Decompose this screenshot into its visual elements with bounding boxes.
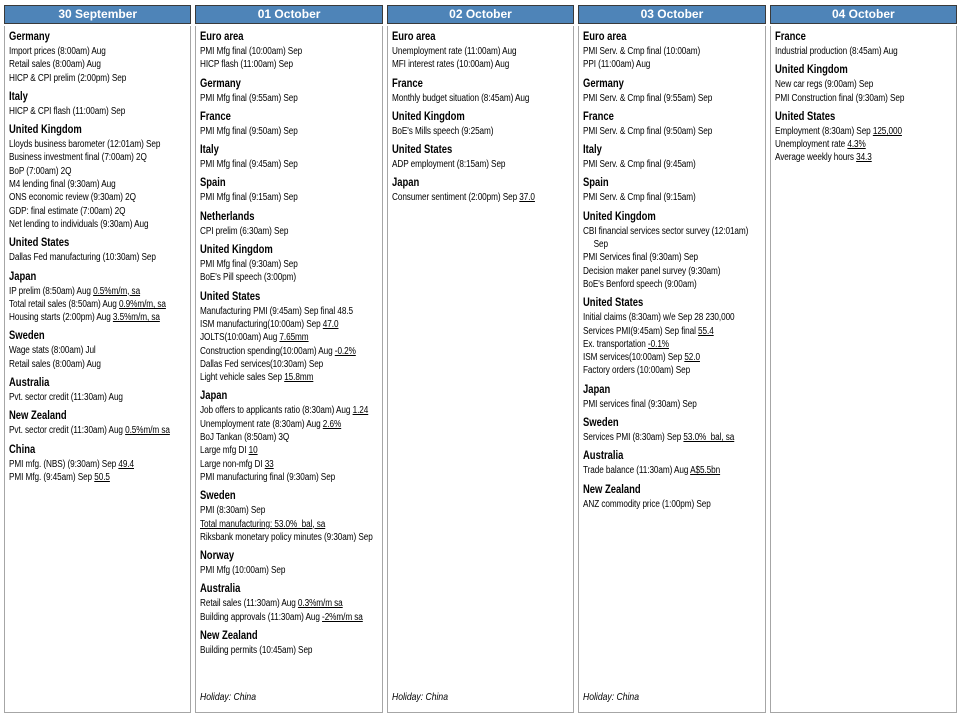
event-item xyxy=(9,191,187,204)
event-text: Wage stats (8:00am) Jul xyxy=(9,345,96,357)
country-section xyxy=(200,210,378,238)
event-item xyxy=(9,178,187,191)
event-item xyxy=(200,471,378,484)
event-text: Industrial production (8:45am) Aug xyxy=(774,46,898,57)
event-item xyxy=(200,358,378,371)
event-item xyxy=(200,225,378,238)
event-text: Unemployment rate (11:00am) Aug xyxy=(391,46,517,57)
event-item xyxy=(200,531,378,544)
event-item xyxy=(200,518,378,531)
event-text: Factory orders (10:00am) Sep xyxy=(583,365,691,377)
event-item xyxy=(392,45,570,58)
event-item xyxy=(9,45,187,58)
country-section xyxy=(200,110,378,138)
event-text: BoE's Benford speech (9:00am) xyxy=(583,278,697,290)
event-text: CBI financial services sector survey (12:01am) Sep xyxy=(583,225,749,251)
event-text: Construction spending(10:00am) Aug xyxy=(200,345,336,357)
country-section xyxy=(583,110,761,138)
event-item xyxy=(9,205,187,218)
event-item xyxy=(775,45,953,58)
country-heading: Japan xyxy=(200,390,228,403)
event-item xyxy=(9,471,187,484)
event-text: BoE's Mills speech (9:25am) xyxy=(391,125,494,137)
country-heading: Netherlands xyxy=(200,210,255,223)
event-text: BoE's Pill speech (3:00pm) xyxy=(200,272,297,284)
event-text: Import prices (8:00am) Aug xyxy=(9,46,106,57)
day-body xyxy=(770,26,957,713)
event-text: BoJ Tankan (8:50am) 3Q xyxy=(200,432,290,444)
country-section xyxy=(392,30,570,72)
country-heading: Japan xyxy=(583,383,611,396)
event-item xyxy=(9,344,187,357)
event-text: PMI (8:30am) Sep xyxy=(200,505,266,517)
country-section xyxy=(9,409,187,437)
event-value: 7.65mm xyxy=(279,332,309,344)
country-heading: Germany xyxy=(9,31,50,43)
holiday-note: Holiday: China xyxy=(391,691,448,703)
event-text: Large mfg DI xyxy=(200,445,250,457)
country-heading: Spain xyxy=(200,177,227,190)
event-text: Pvt. sector credit (11:30am) Aug xyxy=(9,425,126,437)
event-value: 0.5%m/m sa xyxy=(125,425,170,437)
event-text: Business investment final (7:00am) 2Q xyxy=(9,152,147,164)
day-body-content xyxy=(583,29,761,706)
event-text: Consumer sentiment (2:00pm) Sep xyxy=(391,192,520,204)
event-text: Building permits (10:45am) Sep xyxy=(200,645,313,657)
event-text: Riksbank monetary policy minutes (9:30am) Sep xyxy=(200,531,374,543)
country-heading: United Kingdom xyxy=(583,210,657,223)
event-item xyxy=(392,158,570,171)
country-heading: United Kingdom xyxy=(200,244,274,257)
event-text: Dallas Fed services(10:30am) Sep xyxy=(200,358,324,370)
event-text: Job offers to applicants ratio (8:30am) Aug xyxy=(200,405,354,417)
country-section xyxy=(200,143,378,171)
event-text: ANZ commodity price (1:00pm) Sep xyxy=(583,498,711,510)
event-item xyxy=(200,158,378,171)
event-text: Net lending to individuals (9:30am) Aug xyxy=(9,218,149,230)
event-item xyxy=(9,285,187,298)
country-heading: Sweden xyxy=(583,417,619,430)
event-text: Retail sales (11:30am) Aug xyxy=(200,598,299,610)
country-heading: France xyxy=(200,110,232,123)
day-body xyxy=(4,26,191,713)
event-text: IP prelim (8:50am) Aug xyxy=(9,285,94,297)
event-text: BoP (7:00am) 2Q xyxy=(9,165,72,177)
country-heading: Norway xyxy=(200,550,235,563)
event-value: 37.0 xyxy=(519,192,535,204)
event-text: Manufacturing PMI (9:45am) Sep final 48.5 xyxy=(200,305,354,317)
event-text: PMI Mfg final (9:30am) Sep xyxy=(200,259,299,271)
event-item xyxy=(9,311,187,324)
event-item xyxy=(9,105,187,118)
country-section xyxy=(583,383,761,411)
event-text: GDP: final estimate (7:00am) 2Q xyxy=(9,205,126,217)
country-heading: Italy xyxy=(9,90,28,103)
country-section xyxy=(583,449,761,477)
event-item xyxy=(200,444,378,457)
event-item xyxy=(200,318,378,331)
economic-calendar xyxy=(4,5,957,713)
event-item xyxy=(200,504,378,517)
event-item xyxy=(583,265,761,278)
event-item xyxy=(583,225,761,252)
event-text: PMI Construction final (9:30am) Sep xyxy=(774,92,904,104)
country-section xyxy=(775,63,953,105)
event-value: 3.5%m/m, sa xyxy=(112,312,160,324)
event-item xyxy=(583,398,761,411)
event-value: Total manufacturing: 53.0% bal, sa xyxy=(200,518,326,530)
event-value: 1.24 xyxy=(353,405,369,417)
event-item xyxy=(9,218,187,231)
country-section xyxy=(200,30,378,72)
country-section xyxy=(200,629,378,657)
event-value: -2%m/m sa xyxy=(322,611,364,623)
country-section xyxy=(9,30,187,85)
country-heading: Italy xyxy=(583,144,603,157)
day-column-1 xyxy=(4,5,191,713)
event-text: Trade balance (11:30am) Aug xyxy=(583,465,691,477)
country-section xyxy=(583,143,761,171)
country-section xyxy=(9,270,187,325)
event-text: Unemployment rate (8:30am) Aug xyxy=(200,418,324,430)
event-text: JOLTS(10:00am) Aug xyxy=(200,332,280,344)
holiday-note: Holiday: China xyxy=(200,691,257,703)
event-item xyxy=(200,191,378,204)
event-text: PMI Mfg final (9:55am) Sep xyxy=(200,92,299,104)
country-section xyxy=(9,443,187,485)
event-text: Light vehicle sales Sep xyxy=(200,372,285,384)
event-text: PMI Mfg final (9:45am) Sep xyxy=(200,159,299,171)
event-text: HICP & CPI prelim (2:00pm) Sep xyxy=(9,72,127,84)
event-text: HICP & CPI flash (11:00am) Sep xyxy=(9,105,126,117)
day-column-3 xyxy=(387,5,574,713)
event-text: Services PMI (8:30am) Sep xyxy=(583,432,684,444)
event-text: Large non-mfg DI xyxy=(200,458,266,470)
day-header: 01 October xyxy=(195,5,382,24)
country-heading: United Kingdom xyxy=(774,64,848,77)
event-item xyxy=(392,92,570,105)
day-body xyxy=(578,26,765,713)
country-section xyxy=(392,110,570,138)
event-text: ADP employment (8:15am) Sep xyxy=(391,159,506,171)
event-item xyxy=(200,345,378,358)
event-value: 34.3 xyxy=(855,152,872,164)
event-item xyxy=(200,458,378,471)
event-value: 47.0 xyxy=(323,318,339,330)
event-text: Lloyds business barometer (12:01am) Sep xyxy=(9,139,161,151)
country-heading: United States xyxy=(391,144,453,157)
event-item xyxy=(583,431,761,444)
event-text: Ex. transportation xyxy=(583,338,649,350)
day-column-4 xyxy=(578,5,765,713)
day-body-content xyxy=(775,29,953,706)
event-item xyxy=(9,298,187,311)
day-header: 03 October xyxy=(578,5,765,24)
event-text: Unemployment rate xyxy=(774,139,847,151)
event-item xyxy=(775,78,953,91)
event-item xyxy=(200,418,378,431)
event-text: Retail sales (8:00am) Aug xyxy=(9,59,101,71)
country-heading: France xyxy=(391,77,423,90)
event-text: Initial claims (8:30am) w/e Sep 28 230,000 xyxy=(583,312,735,324)
event-item xyxy=(200,125,378,138)
day-body xyxy=(387,26,574,713)
country-heading: United States xyxy=(9,237,70,250)
country-section xyxy=(200,77,378,105)
event-item xyxy=(9,424,187,437)
country-heading: Euro area xyxy=(200,31,244,43)
event-text: PMI Serv. & Cmp final (9:15am) xyxy=(583,192,696,204)
event-item xyxy=(583,464,761,477)
event-text: PMI Serv. & Cmp final (9:50am) Sep xyxy=(583,125,713,137)
event-item xyxy=(775,92,953,105)
event-item xyxy=(583,92,761,105)
event-item xyxy=(583,191,761,204)
country-section xyxy=(583,77,761,105)
country-section xyxy=(583,296,761,377)
event-text: Retail sales (8:00am) Aug xyxy=(9,358,101,370)
country-heading: Euro area xyxy=(583,31,627,43)
country-heading: United Kingdom xyxy=(9,124,82,137)
event-text: PMI Mfg. (9:45am) Sep xyxy=(9,471,95,483)
day-body-content xyxy=(392,29,570,706)
event-text: Services PMI(9:45am) Sep final xyxy=(583,325,699,337)
event-item xyxy=(200,431,378,444)
event-text: PMI Mfg final (9:15am) Sep xyxy=(200,192,299,204)
country-heading: Australia xyxy=(9,377,50,390)
country-heading: United Kingdom xyxy=(391,110,465,123)
day-header: 02 October xyxy=(387,5,574,24)
day-body xyxy=(195,26,382,713)
country-heading: Japan xyxy=(391,177,420,190)
country-heading: France xyxy=(583,110,615,123)
event-item xyxy=(200,331,378,344)
country-heading: Italy xyxy=(200,144,220,157)
event-item xyxy=(200,92,378,105)
event-value: 2.6% xyxy=(323,418,342,430)
country-heading: Sweden xyxy=(200,490,237,503)
country-section xyxy=(200,290,378,385)
event-value: A$5.5bn xyxy=(690,465,721,477)
event-text: PMI Mfg final (10:00am) Sep xyxy=(200,46,303,57)
event-text: PMI Mfg (10:00am) Sep xyxy=(200,565,286,577)
country-heading: United States xyxy=(583,297,644,310)
event-item xyxy=(583,278,761,291)
country-heading: United States xyxy=(200,290,261,303)
event-text: Employment (8:30am) Sep xyxy=(774,125,873,137)
country-heading: Euro area xyxy=(391,31,436,43)
event-item xyxy=(392,125,570,138)
country-section xyxy=(583,416,761,444)
event-text: Building approvals (11:30am) Aug xyxy=(200,611,323,623)
event-item xyxy=(200,58,378,71)
event-item xyxy=(583,45,761,58)
event-text: New car regs (9:00am) Sep xyxy=(774,79,873,91)
event-item xyxy=(775,138,953,151)
country-section xyxy=(200,582,378,624)
day-column-2 xyxy=(195,5,382,713)
country-heading: Spain xyxy=(583,177,609,190)
country-heading: New Zealand xyxy=(200,630,259,643)
event-item xyxy=(583,251,761,264)
event-item xyxy=(200,644,378,657)
event-item xyxy=(9,391,187,404)
event-item xyxy=(775,151,953,164)
event-item xyxy=(9,72,187,85)
event-text: PPI (11:00am) Aug xyxy=(583,59,651,71)
event-item xyxy=(583,311,761,324)
event-item xyxy=(9,165,187,178)
event-item xyxy=(200,597,378,610)
country-section xyxy=(200,243,378,285)
event-item xyxy=(583,125,761,138)
country-section xyxy=(200,489,378,544)
event-item xyxy=(583,351,761,364)
event-value: 52.0 xyxy=(684,352,701,364)
event-item xyxy=(9,151,187,164)
event-text: PMI manufacturing final (9:30am) Sep xyxy=(200,471,336,483)
country-heading: United States xyxy=(774,110,835,123)
country-section xyxy=(392,77,570,105)
country-section xyxy=(583,483,761,511)
event-value: 0.5%m/m, sa xyxy=(93,285,141,297)
event-value: 10 xyxy=(249,445,258,457)
event-item xyxy=(583,58,761,71)
event-item xyxy=(9,358,187,371)
country-heading: New Zealand xyxy=(583,483,641,496)
event-item xyxy=(583,498,761,511)
country-heading: Australia xyxy=(583,450,624,463)
event-text: ONS economic review (9:30am) 2Q xyxy=(9,192,136,204)
event-item xyxy=(583,325,761,338)
event-value: 50.5 xyxy=(94,471,110,483)
event-item xyxy=(200,45,378,58)
event-value: 4.3% xyxy=(846,139,866,151)
event-text: PMI services final (9:30am) Sep xyxy=(583,398,697,410)
country-section xyxy=(392,176,570,204)
day-header: 30 September xyxy=(4,5,191,24)
event-item xyxy=(200,271,378,284)
event-value: -0.1% xyxy=(648,338,670,350)
country-section xyxy=(775,30,953,58)
event-item xyxy=(200,611,378,624)
event-value: -0.2% xyxy=(335,345,357,357)
event-text: M4 lending final (9:30am) Aug xyxy=(9,179,116,191)
country-section xyxy=(9,236,187,264)
event-text: PMI Serv. & Cmp final (9:45am) xyxy=(583,159,696,171)
event-value: 15.8mm xyxy=(284,372,314,384)
country-section xyxy=(583,176,761,204)
country-heading: Sweden xyxy=(9,330,45,343)
event-value: 49.4 xyxy=(118,458,134,470)
day-column-5 xyxy=(770,5,957,713)
event-text: ISM services(10:00am) Sep xyxy=(583,352,685,364)
event-value: 0.3%m/m sa xyxy=(298,598,344,610)
event-item xyxy=(200,258,378,271)
holiday-note: Holiday: China xyxy=(583,691,640,703)
country-heading: Germany xyxy=(200,77,242,90)
event-value: 53.0% bal, sa xyxy=(683,432,735,444)
event-text: ISM manufacturing(10:00am) Sep xyxy=(200,318,324,330)
country-section xyxy=(9,329,187,371)
country-heading: China xyxy=(9,443,36,456)
event-text: PMI Services final (9:30am) Sep xyxy=(583,252,699,264)
event-text: Dallas Fed manufacturing (10:30am) Sep xyxy=(9,252,156,264)
event-text: PMI Serv. & Cmp final (9:55am) Sep xyxy=(583,92,713,104)
event-item xyxy=(775,125,953,138)
event-text: PMI Mfg final (9:50am) Sep xyxy=(200,125,299,137)
event-item xyxy=(200,564,378,577)
country-heading: New Zealand xyxy=(9,410,67,423)
country-section xyxy=(583,210,761,291)
country-heading: Australia xyxy=(200,583,241,596)
event-item xyxy=(392,58,570,71)
event-text: Pvt. sector credit (11:30am) Aug xyxy=(9,392,123,404)
event-item xyxy=(9,458,187,471)
event-value: 0.9%m/m, sa xyxy=(118,298,166,310)
event-item xyxy=(200,371,378,384)
event-text: MFI interest rates (10:00am) Aug xyxy=(391,59,510,71)
country-section xyxy=(9,90,187,118)
event-text: HICP flash (11:00am) Sep xyxy=(200,59,294,71)
event-item xyxy=(9,58,187,71)
country-section xyxy=(200,176,378,204)
event-item xyxy=(583,158,761,171)
event-text: PMI mfg. (NBS) (9:30am) Sep xyxy=(9,458,119,470)
country-section xyxy=(9,123,187,231)
event-value: 33 xyxy=(265,458,275,470)
country-heading: Germany xyxy=(583,77,625,90)
country-section xyxy=(9,376,187,404)
event-item xyxy=(392,191,570,204)
country-heading: Japan xyxy=(9,270,37,283)
event-text: Housing starts (2:00pm) Aug xyxy=(9,312,113,324)
event-text: Average weekly hours xyxy=(774,152,856,164)
event-item xyxy=(583,338,761,351)
day-header: 04 October xyxy=(770,5,957,24)
event-item xyxy=(200,404,378,417)
event-item xyxy=(9,251,187,264)
event-item xyxy=(583,364,761,377)
event-value: 55.4 xyxy=(698,325,714,337)
day-body-content xyxy=(9,29,187,706)
event-text: Decision maker panel survey (9:30am) xyxy=(583,265,721,277)
event-item xyxy=(200,305,378,318)
event-text: CPI prelim (6:30am) Sep xyxy=(200,225,289,237)
country-section xyxy=(775,110,953,165)
country-heading: France xyxy=(774,31,806,43)
country-section xyxy=(583,30,761,72)
country-section xyxy=(200,549,378,577)
country-section xyxy=(392,143,570,171)
event-item xyxy=(9,138,187,151)
event-text: Total retail sales (8:50am) Aug xyxy=(9,298,119,310)
event-value: 125,000 xyxy=(872,125,902,137)
country-section xyxy=(200,389,378,484)
event-text: PMI Serv. & Cmp final (10:00am) xyxy=(583,46,701,57)
day-body-content xyxy=(200,29,378,706)
event-text: Monthly budget situation (8:45am) Aug xyxy=(391,92,530,104)
